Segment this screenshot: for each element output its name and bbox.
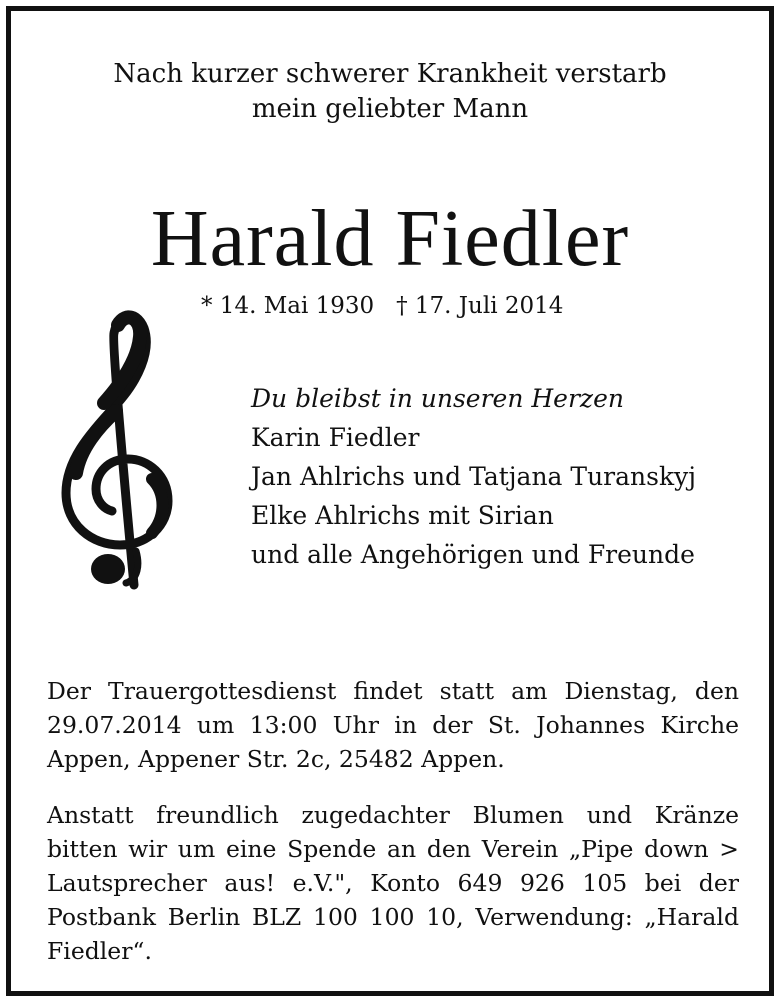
family-member: und alle Angehörigen und Freunde: [251, 540, 695, 569]
birth-date: * 14. Mai 1930: [201, 293, 375, 319]
family-member: Elke Ahlrichs mit Sirian: [251, 501, 554, 530]
treble-clef-icon: [56, 303, 186, 593]
service-paragraph: Der Trauergottesdienst findet statt am Dienstag, den 29.07.2014 um 13:00 Uhr in der St. Johannes Kirche Appen, Appener Str. 2c, 25482 Appen.: [47, 677, 739, 773]
deceased-name: Harald Fiedler: [150, 195, 630, 283]
intro-text: [11, 57, 769, 127]
obituary-frame: [6, 6, 774, 996]
family-member: Jan Ahlrichs und Tatjana Turanskyj: [251, 462, 696, 491]
intro-line-1: Nach kurzer schwerer Krankheit verstarb: [113, 59, 667, 89]
intro-line-2: mein geliebter Mann: [251, 94, 529, 124]
family-block: [251, 379, 696, 574]
motto: Du bleibst in unseren Herzen: [251, 384, 624, 413]
life-dates: [201, 291, 563, 321]
death-date: † 17. Juli 2014: [396, 293, 564, 319]
donation-paragraph: Anstatt freundlich zugedachter Blumen und Kränze bitten wir um eine Spende an den Verein „Pipe down > Lautsprecher aus! e.V.", Konto 649 926 105 bei der Postbank Berlin BLZ 100 100 10, Verwendung: „Harald Fiedler“.: [47, 801, 739, 965]
family-member: Karin Fiedler: [251, 423, 420, 452]
